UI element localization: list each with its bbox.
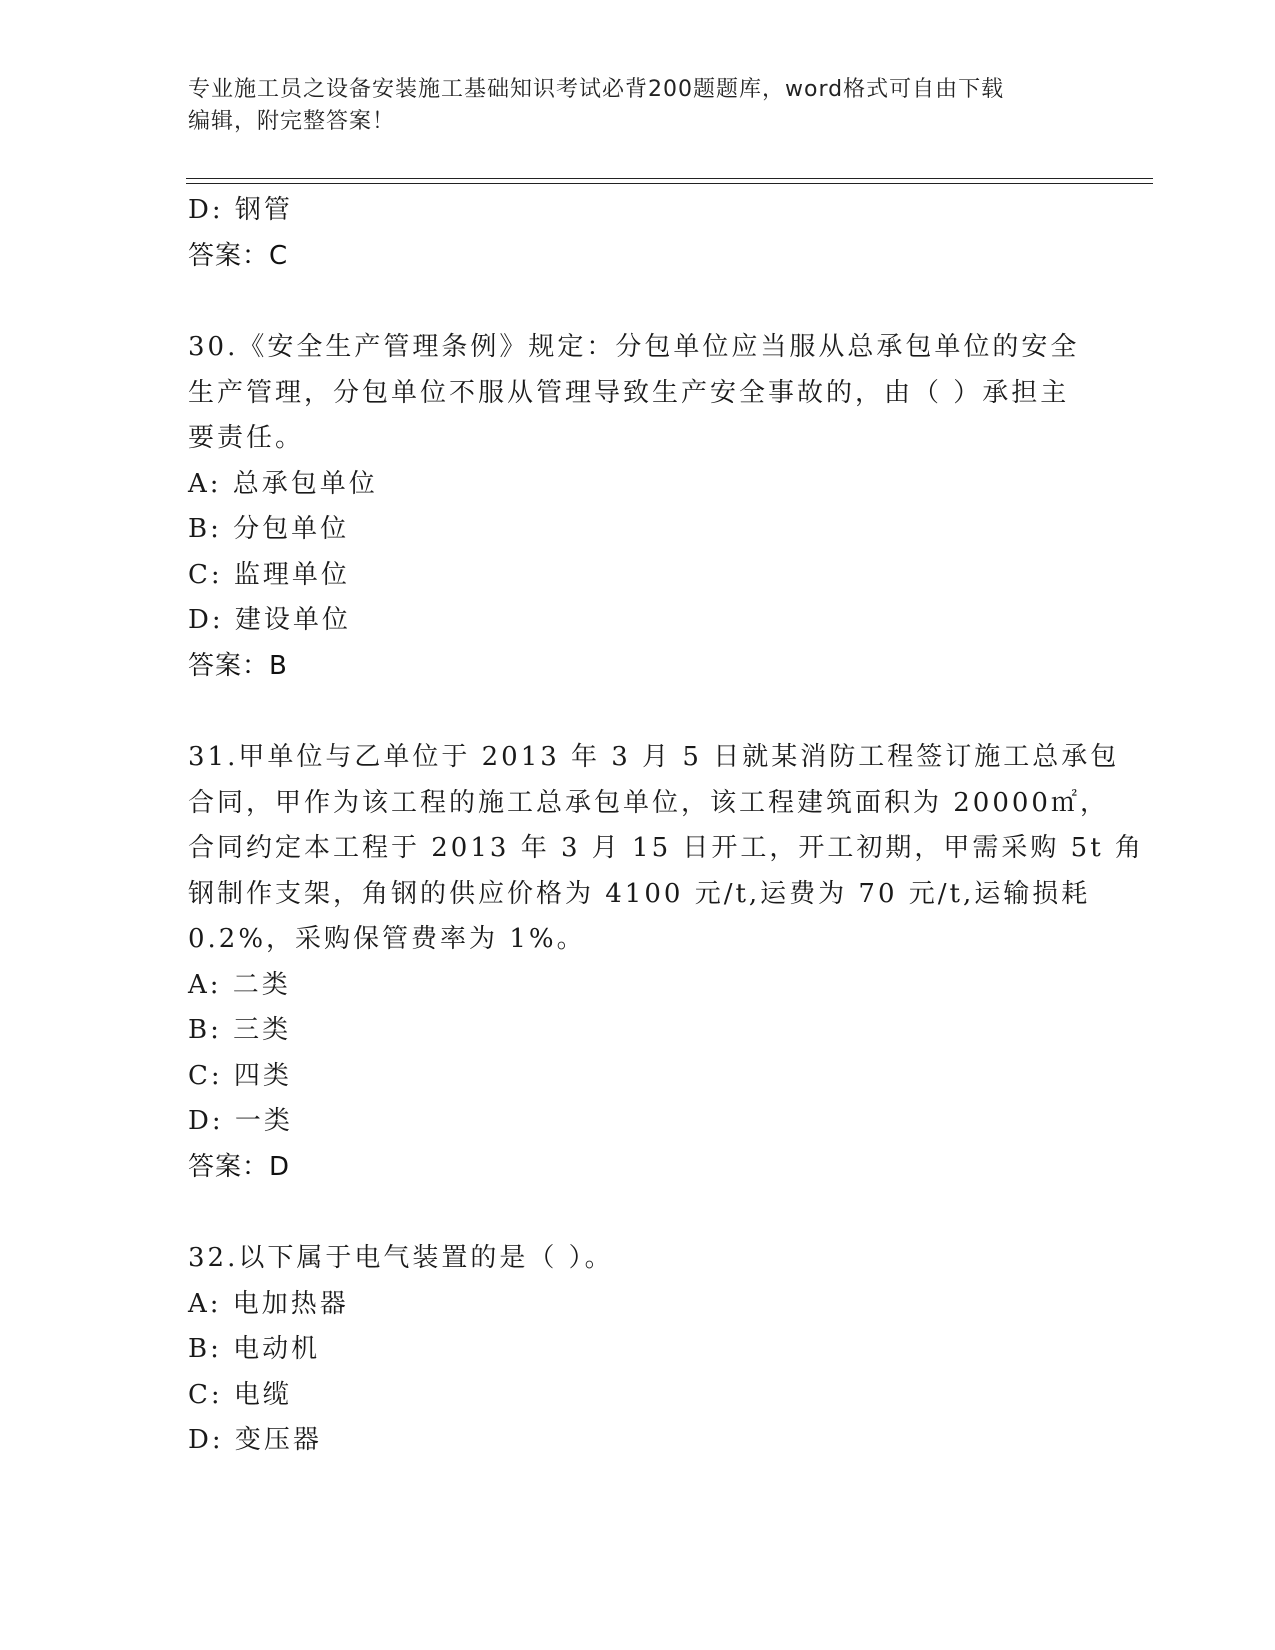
question-stem-line: 合同，甲作为该工程的施工总承包单位，该工程建筑面积为 20000㎡， <box>188 787 1109 818</box>
question-content <box>188 188 1144 1464</box>
option-c: C: 四类 <box>188 1060 292 1091</box>
question-32 <box>188 1236 1088 1464</box>
option-b: B: 三类 <box>188 1015 292 1045</box>
spacer <box>188 1190 1088 1236</box>
question-stem-line: 生产管理，分包单位不服从管理导致生产安全事故的，由（ ）承担主 <box>188 377 1070 408</box>
option-b: B: 分包单位 <box>188 514 350 544</box>
answer-line: 答案：B <box>188 650 288 681</box>
option-c: C: 监理单位 <box>188 559 350 590</box>
header-line-2: 编辑，附完整答案！ <box>188 109 396 134</box>
spacer <box>188 279 1088 325</box>
header-divider-bottom <box>186 183 1153 184</box>
question-stem-line: 合同约定本工程于 2013 年 3 月 15 日开工，开工初期，甲需采购 5t 角 <box>188 833 1144 863</box>
header-divider-top <box>186 178 1153 179</box>
question-stem-line: 要责任。 <box>188 423 305 453</box>
option-d: D: 建设单位 <box>188 605 351 635</box>
option-d: D: 钢管 <box>188 195 293 225</box>
answer-line: 答案：C <box>188 240 289 271</box>
spacer <box>188 689 1088 735</box>
option-d: D: 变压器 <box>188 1425 322 1455</box>
question-stem-line: 0.2%，采购保管费率为 1%。 <box>188 924 586 954</box>
option-b: B: 电动机 <box>188 1334 321 1364</box>
header-line-1: 专业施工员之设备安装施工基础知识考试必背200题题库，word格式可自由下载 <box>188 77 1005 102</box>
question-stem-line: 32.以下属于电气装置的是（ ）。 <box>188 1243 614 1273</box>
option-a: A: 电加热器 <box>188 1288 349 1319</box>
page-header <box>188 74 1068 138</box>
question-stem-line: 30.《安全生产管理条例》规定：分包单位应当服从总承包单位的安全 <box>188 332 1080 362</box>
question-30 <box>188 325 1088 689</box>
option-a: A: 二类 <box>188 969 291 1000</box>
question-stem-line: 31.甲单位与乙单位于 2013 年 3 月 5 日就某消防工程签订施工总承包 <box>188 742 1120 772</box>
option-a: A: 总承包单位 <box>188 468 378 499</box>
question-29-fragment <box>188 188 1088 279</box>
question-31 <box>188 735 1144 1190</box>
question-stem-line: 钢制作支架，角钢的供应价格为 4100 元/t,运费为 70 元/t,运输损耗 <box>188 878 1091 909</box>
option-c: C: 电缆 <box>188 1379 292 1410</box>
option-d: D: 一类 <box>188 1106 293 1136</box>
answer-line: 答案：D <box>188 1151 291 1182</box>
